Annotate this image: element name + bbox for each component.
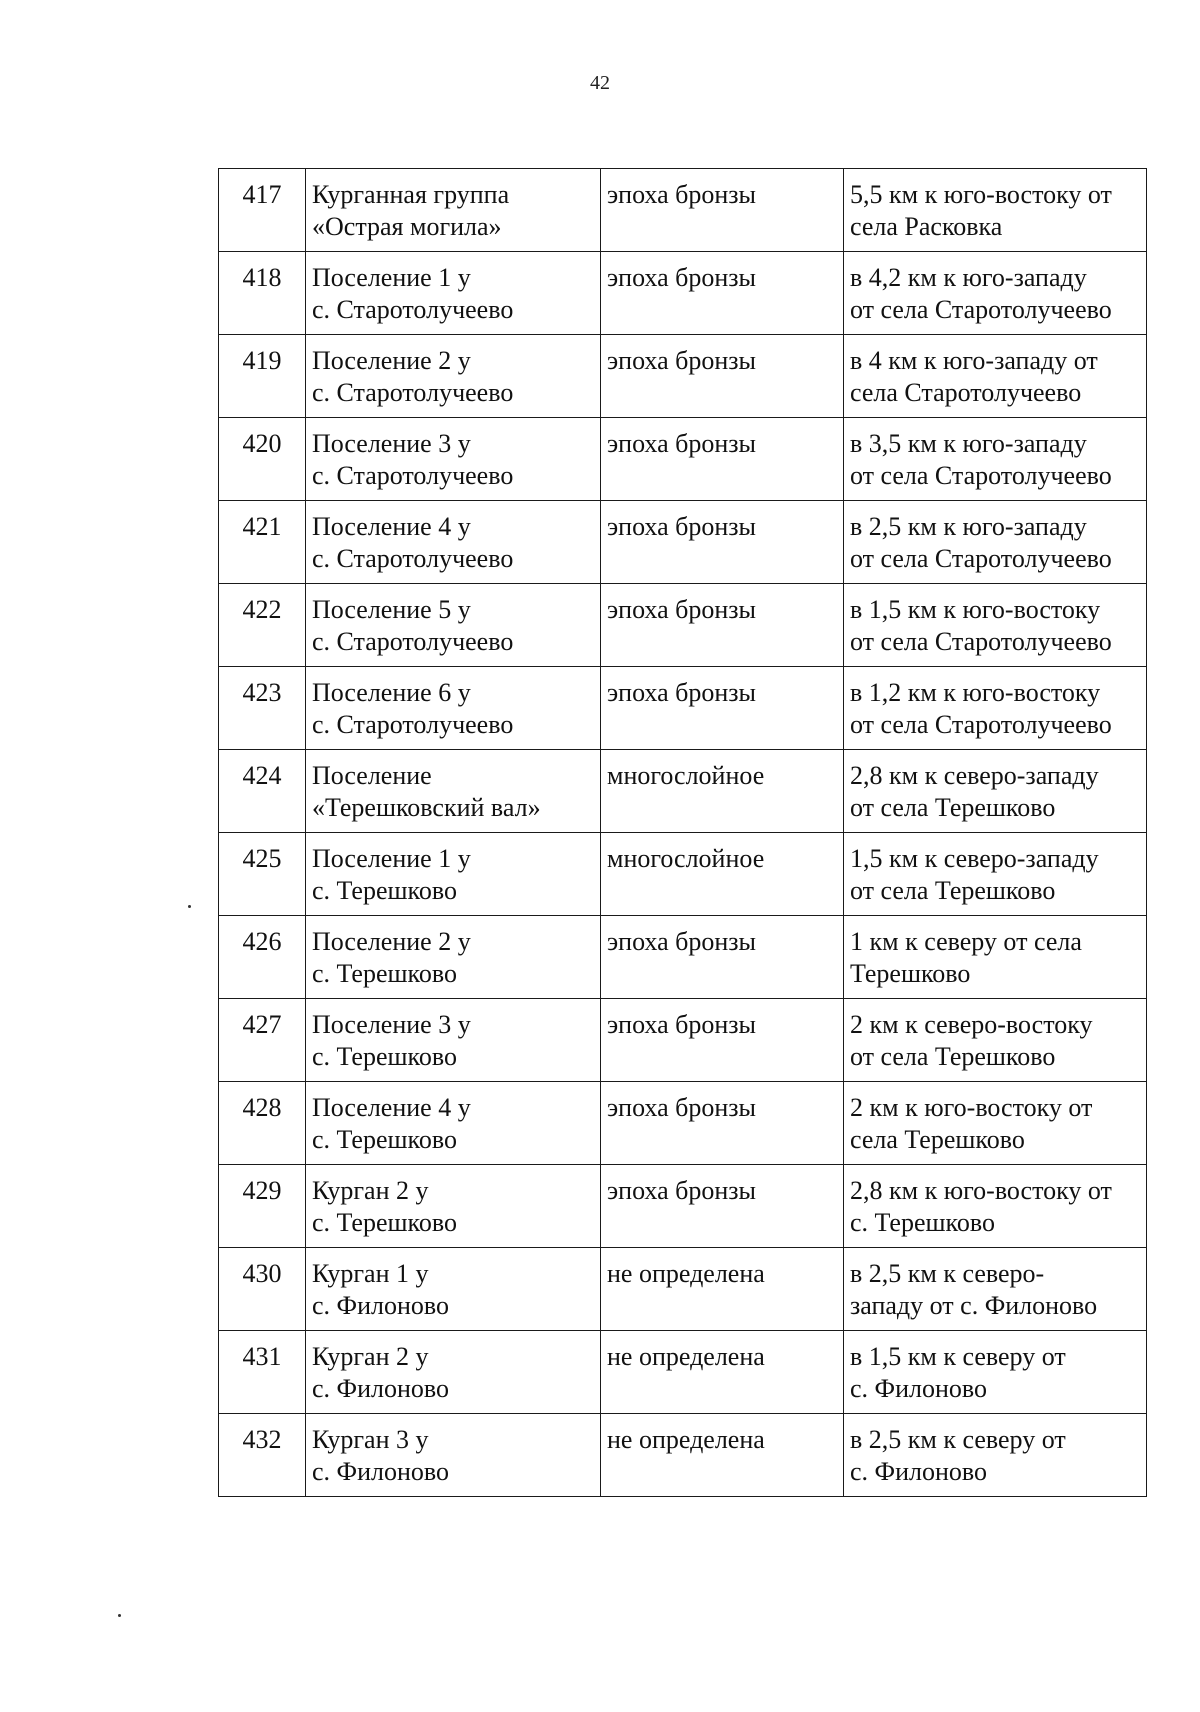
site-dating: эпоха бронзы xyxy=(607,1093,757,1122)
table-row xyxy=(219,667,1147,750)
row-number-cell xyxy=(219,584,306,667)
site-name-cell xyxy=(306,667,601,750)
site-location: 2 км к юго-востоку от села Терешково xyxy=(850,1093,1093,1154)
site-dating: эпоха бронзы xyxy=(607,595,757,624)
location-cell xyxy=(844,1248,1147,1331)
table-row xyxy=(219,750,1147,833)
location-cell xyxy=(844,1414,1147,1497)
dating-cell xyxy=(601,252,844,335)
table-row xyxy=(219,1248,1147,1331)
table-row xyxy=(219,1331,1147,1414)
table-row xyxy=(219,169,1147,252)
site-dating: эпоха бронзы xyxy=(607,180,757,209)
heritage-sites-table xyxy=(218,168,1147,1497)
scan-speck xyxy=(188,905,191,908)
site-name: Курган 3 у с. Филоново xyxy=(312,1425,449,1486)
site-dating: эпоха бронзы xyxy=(607,927,757,956)
dating-cell xyxy=(601,1248,844,1331)
site-location: в 1,5 км к северу от с. Филоново xyxy=(850,1342,1066,1403)
row-number-cell xyxy=(219,999,306,1082)
site-name-cell xyxy=(306,1331,601,1414)
site-name: Поселение 1 у с. Терешково xyxy=(312,844,471,905)
site-name: Курган 2 у с. Терешково xyxy=(312,1176,457,1237)
site-location: в 4 км к юго-западу от села Старотолучеево xyxy=(850,346,1098,407)
table-row xyxy=(219,335,1147,418)
site-name: Поселение 2 у с. Старотолучеево xyxy=(312,346,514,407)
site-location: в 2,5 км к северу от с. Филоново xyxy=(850,1425,1066,1486)
table-row xyxy=(219,252,1147,335)
site-name-cell xyxy=(306,584,601,667)
site-dating: эпоха бронзы xyxy=(607,429,757,458)
site-name-cell xyxy=(306,252,601,335)
row-number-cell xyxy=(219,1414,306,1497)
dating-cell xyxy=(601,335,844,418)
row-number-cell xyxy=(219,1331,306,1414)
row-number-cell xyxy=(219,252,306,335)
site-name: Курган 2 у с. Филоново xyxy=(312,1342,449,1403)
site-dating: эпоха бронзы xyxy=(607,346,757,375)
site-name-cell xyxy=(306,833,601,916)
scan-speck xyxy=(118,1614,121,1617)
row-number-cell xyxy=(219,667,306,750)
site-dating: не определена xyxy=(607,1259,765,1288)
site-name-cell xyxy=(306,1165,601,1248)
site-name-cell xyxy=(306,335,601,418)
location-cell xyxy=(844,584,1147,667)
site-name-cell xyxy=(306,418,601,501)
site-name: Курганная группа «Острая могила» xyxy=(312,180,510,241)
site-location: 2,8 км к северо-западу от села Терешково xyxy=(850,761,1099,822)
dating-cell xyxy=(601,667,844,750)
row-number: 428 xyxy=(242,1093,282,1122)
dating-cell xyxy=(601,999,844,1082)
row-number: 420 xyxy=(242,429,282,458)
site-location: 2,8 км к юго-востоку от с. Терешково xyxy=(850,1176,1112,1237)
row-number: 426 xyxy=(242,927,282,956)
table-row xyxy=(219,1165,1147,1248)
location-cell xyxy=(844,999,1147,1082)
site-location: в 1,2 км к юго-востоку от села Старотолучеево xyxy=(850,678,1112,739)
site-dating: эпоха бронзы xyxy=(607,678,757,707)
site-name: Поселение 5 у с. Старотолучеево xyxy=(312,595,514,656)
table-row xyxy=(219,501,1147,584)
row-number: 422 xyxy=(242,595,282,624)
row-number-cell xyxy=(219,1082,306,1165)
site-name: Поселение 4 у с. Терешково xyxy=(312,1093,471,1154)
row-number: 421 xyxy=(242,512,282,541)
site-name-cell xyxy=(306,1414,601,1497)
site-name: Курган 1 у с. Филоново xyxy=(312,1259,449,1320)
row-number-cell xyxy=(219,169,306,252)
dating-cell xyxy=(601,1082,844,1165)
dating-cell xyxy=(601,833,844,916)
dating-cell xyxy=(601,1414,844,1497)
location-cell xyxy=(844,1082,1147,1165)
row-number-cell xyxy=(219,916,306,999)
site-location: 5,5 км к юго-востоку от села Расковка xyxy=(850,180,1112,241)
row-number-cell xyxy=(219,418,306,501)
site-dating: многослойное xyxy=(607,761,765,790)
table-row xyxy=(219,916,1147,999)
site-dating: эпоха бронзы xyxy=(607,1176,757,1205)
site-name-cell xyxy=(306,1248,601,1331)
site-dating: эпоха бронзы xyxy=(607,512,757,541)
table-row xyxy=(219,1082,1147,1165)
dating-cell xyxy=(601,750,844,833)
location-cell xyxy=(844,252,1147,335)
row-number-cell xyxy=(219,833,306,916)
site-name-cell xyxy=(306,501,601,584)
location-cell xyxy=(844,169,1147,252)
location-cell xyxy=(844,750,1147,833)
page-number: 42 xyxy=(590,72,610,94)
site-location: в 2,5 км к северо- западу от с. Филоново xyxy=(850,1259,1098,1320)
table-row xyxy=(219,833,1147,916)
dating-cell xyxy=(601,169,844,252)
site-location: 2 км к северо-востоку от села Терешково xyxy=(850,1010,1093,1071)
location-cell xyxy=(844,501,1147,584)
location-cell xyxy=(844,916,1147,999)
row-number: 425 xyxy=(242,844,282,873)
site-name: Поселение 4 у с. Старотолучеево xyxy=(312,512,514,573)
location-cell xyxy=(844,418,1147,501)
table-body xyxy=(219,169,1147,1497)
site-dating: эпоха бронзы xyxy=(607,1010,757,1039)
dating-cell xyxy=(601,1165,844,1248)
row-number-cell xyxy=(219,1165,306,1248)
table-row xyxy=(219,999,1147,1082)
site-name-cell xyxy=(306,750,601,833)
site-dating: эпоха бронзы xyxy=(607,263,757,292)
site-name-cell xyxy=(306,169,601,252)
table-row xyxy=(219,584,1147,667)
row-number: 429 xyxy=(242,1176,282,1205)
site-name: Поселение «Терешковский вал» xyxy=(312,761,541,822)
row-number-cell xyxy=(219,501,306,584)
row-number: 427 xyxy=(242,1010,282,1039)
dating-cell xyxy=(601,418,844,501)
site-name: Поселение 1 у с. Старотолучеево xyxy=(312,263,514,324)
location-cell xyxy=(844,1165,1147,1248)
row-number: 418 xyxy=(242,263,282,292)
row-number-cell xyxy=(219,335,306,418)
site-location: в 3,5 км к юго-западу от села Старотолучеево xyxy=(850,429,1112,490)
row-number-cell xyxy=(219,750,306,833)
row-number-cell xyxy=(219,1248,306,1331)
row-number: 430 xyxy=(242,1259,282,1288)
location-cell xyxy=(844,667,1147,750)
site-name-cell xyxy=(306,999,601,1082)
site-dating: не определена xyxy=(607,1342,765,1371)
row-number: 417 xyxy=(242,180,282,209)
location-cell xyxy=(844,833,1147,916)
site-name: Поселение 6 у с. Старотолучеево xyxy=(312,678,514,739)
site-name: Поселение 2 у с. Терешково xyxy=(312,927,471,988)
dating-cell xyxy=(601,584,844,667)
table-row xyxy=(219,1414,1147,1497)
row-number: 423 xyxy=(242,678,282,707)
row-number: 432 xyxy=(242,1425,282,1454)
row-number: 424 xyxy=(242,761,282,790)
dating-cell xyxy=(601,501,844,584)
dating-cell xyxy=(601,916,844,999)
site-dating: не определена xyxy=(607,1425,765,1454)
site-location: в 2,5 км к юго-западу от села Старотолучеево xyxy=(850,512,1112,573)
location-cell xyxy=(844,1331,1147,1414)
site-name-cell xyxy=(306,916,601,999)
location-cell xyxy=(844,335,1147,418)
site-name-cell xyxy=(306,1082,601,1165)
table-row xyxy=(219,418,1147,501)
row-number: 431 xyxy=(242,1342,282,1371)
row-number: 419 xyxy=(242,346,282,375)
site-dating: многослойное xyxy=(607,844,765,873)
site-location: 1 км к северу от села Терешково xyxy=(850,927,1082,988)
dating-cell xyxy=(601,1331,844,1414)
site-name: Поселение 3 у с. Терешково xyxy=(312,1010,471,1071)
site-name: Поселение 3 у с. Старотолучеево xyxy=(312,429,514,490)
site-location: в 1,5 км к юго-востоку от села Старотолучеево xyxy=(850,595,1112,656)
site-location: в 4,2 км к юго-западу от села Старотолучеево xyxy=(850,263,1112,324)
site-location: 1,5 км к северо-западу от села Терешково xyxy=(850,844,1099,905)
